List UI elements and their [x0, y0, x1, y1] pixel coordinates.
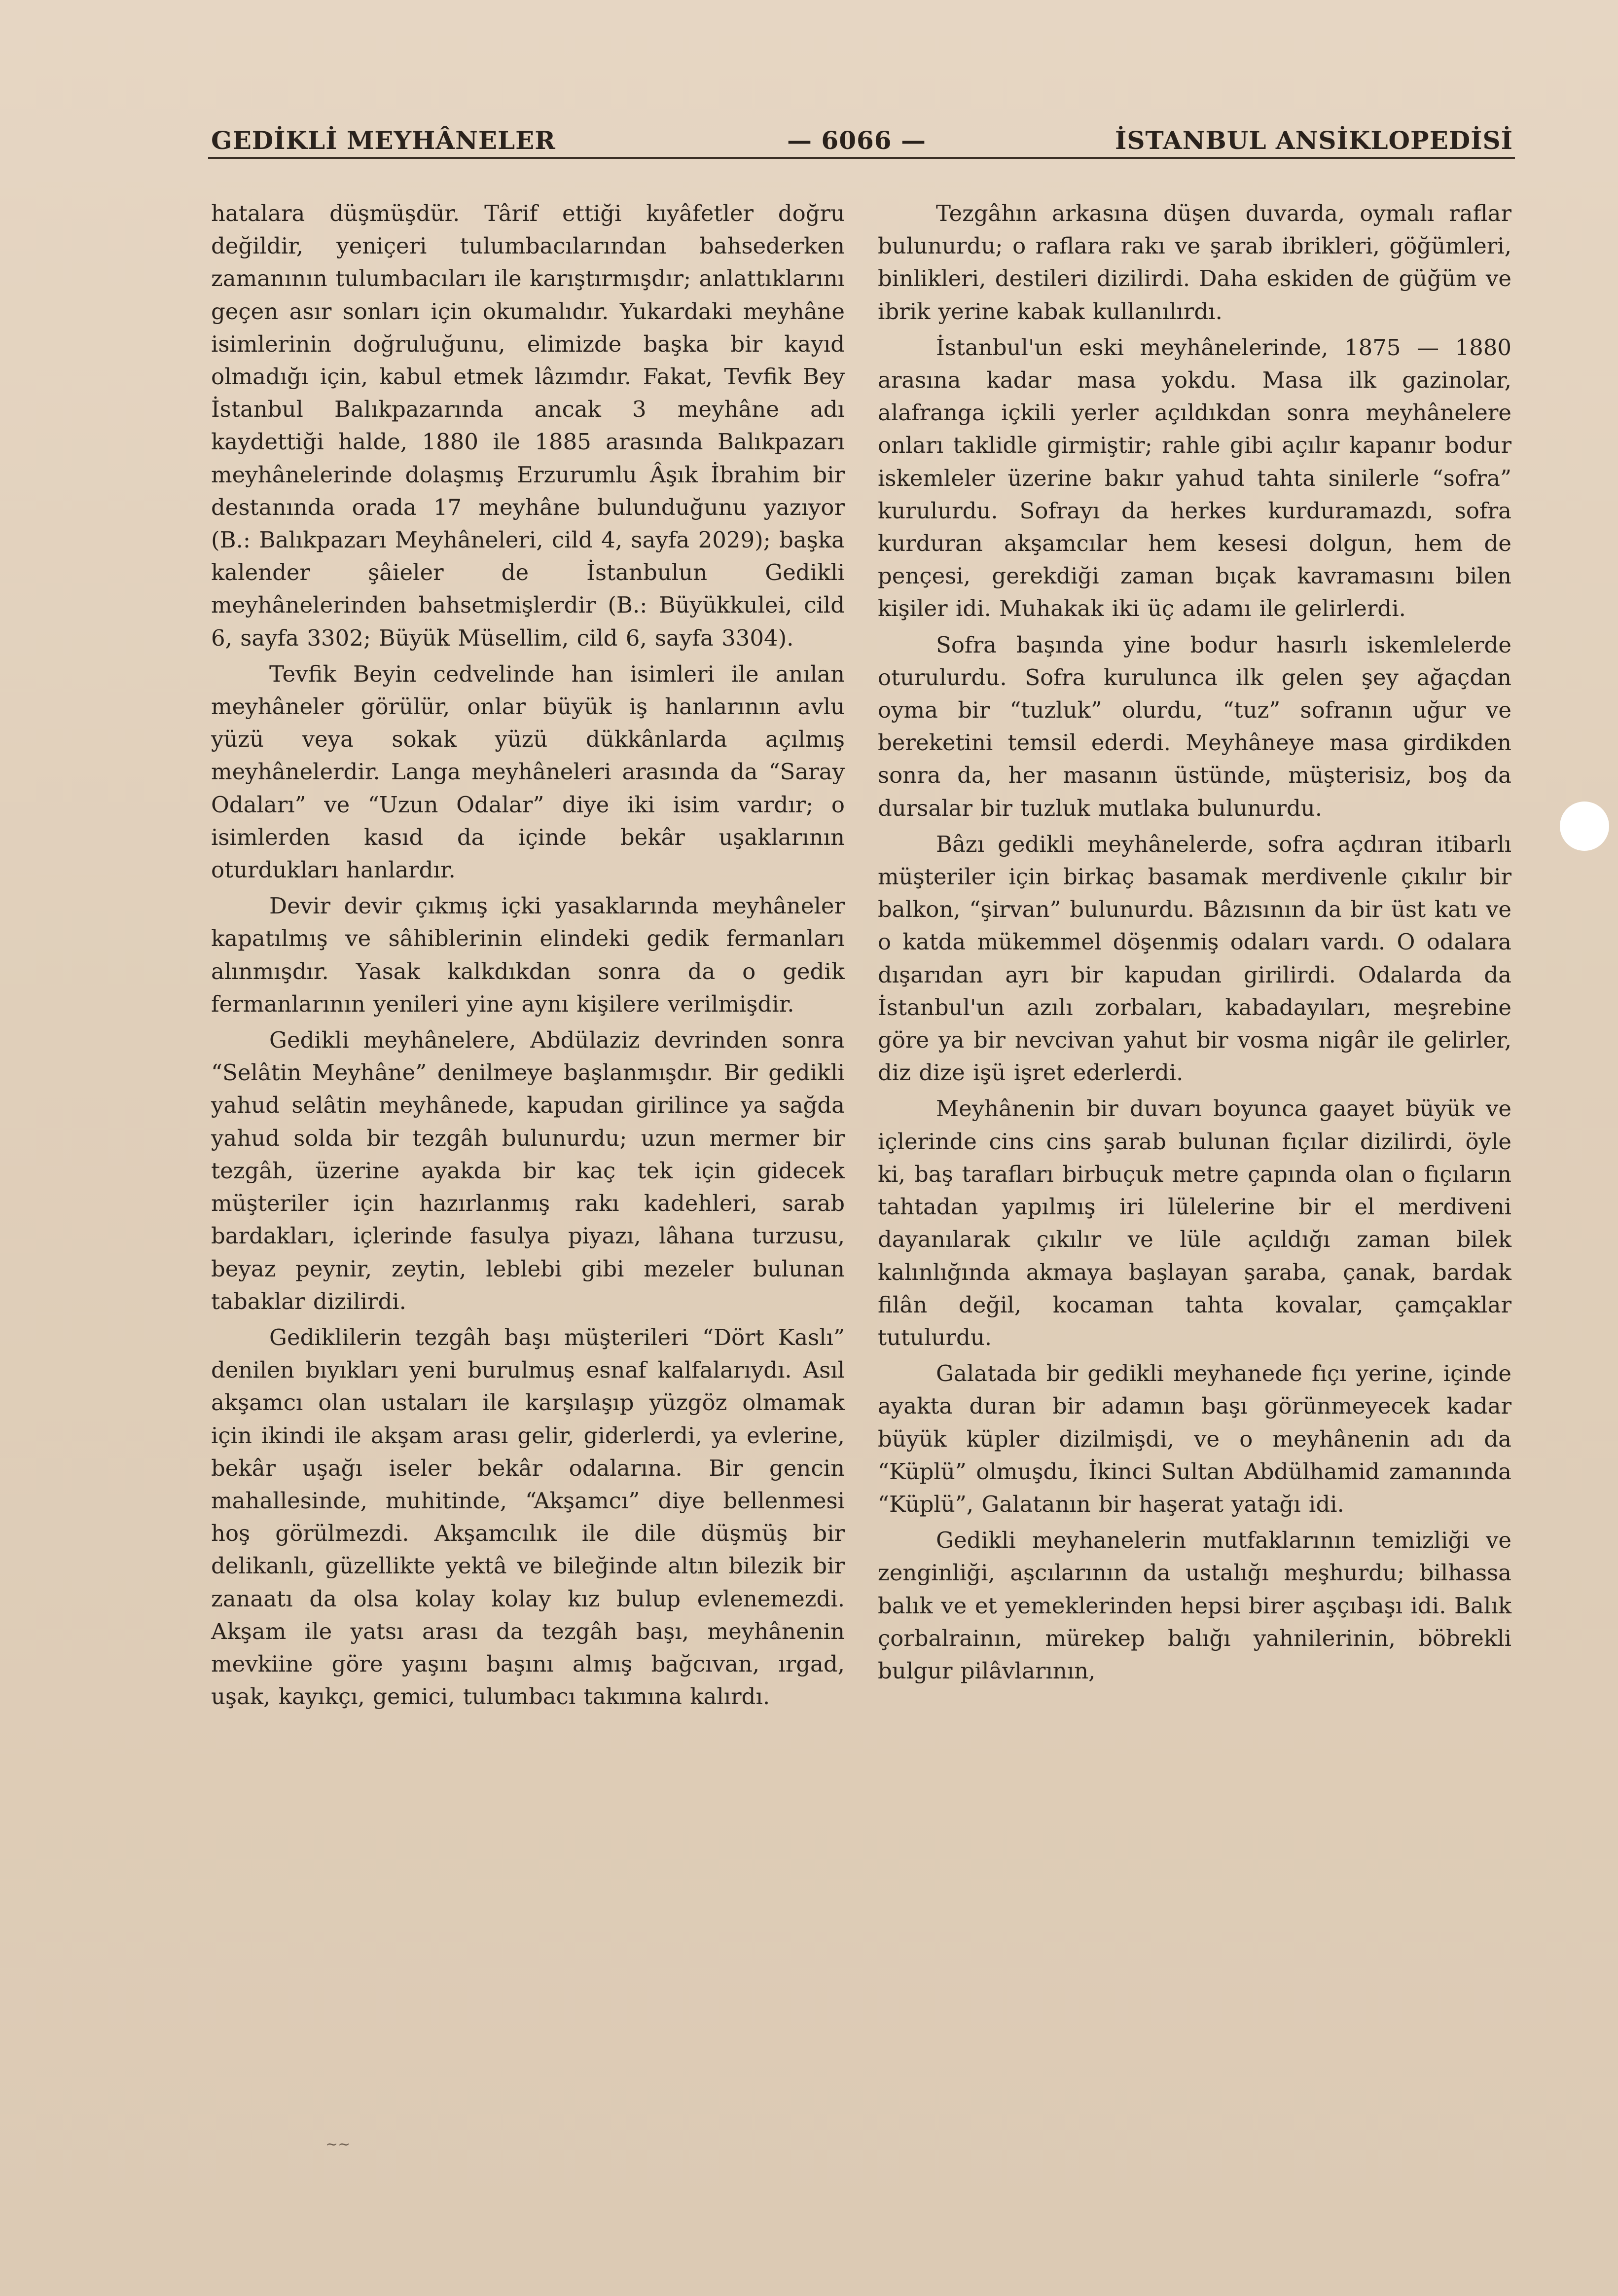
page-number: — 6066 — — [787, 126, 926, 155]
paragraph: Galatada bir gedikli meyhanede fıçı yerine, içinde ayakta duran bir adamın başı görünmeyecek kadar büyük küpler dizilmişdi, ve o meyhânenin adı da “Küplü” olmuşdu, İkinci Sultan Abdülhamid zamanında “Küplü”, Galatanın bir haşerat yatağı idi. — [878, 1360, 1511, 1517]
paragraph: Bâzı gedikli meyhânelerde, sofra açdıran itibarlı müşteriler için birkaç basamak merdivenle çıkılır bir balkon, “şirvan” bulunurdu. Bâzısının da bir üst katı ve o katda mükemmel döşenmiş odaları vardı. O odalara dışarıdan ayrı bir kapudan girilirdi. Odalarda da İstanbul'un azılı zorbaları, kabadayıları, meşrebine göre ya bir nevcivan yahut bir vosma nigâr ile gelirler, diz dize işü işret ederlerdi. — [878, 831, 1511, 1086]
header-rule — [208, 157, 1515, 159]
left-column — [211, 197, 845, 1716]
paragraph: Devir devir çıkmış içki yasaklarında meyhâneler kapatılmış ve sâhiblerinin elindeki gedik fermanları alınmışdır. Yasak kalkdıkdan sonra da o gedik fermanlarının yenileri yine aynı kişilere verilmişdir. — [211, 893, 845, 1017]
header-publication-title: İSTANBUL ANSİKLOPEDİSİ — [1115, 126, 1513, 155]
paragraph: Gediklilerin tezgâh başı müşterileri “Dört Kaslı” denilen bıyıkları yeni burulmuş esnaf kalfalarıydı. Asıl akşamcı olan ustaları ile karşılaşıp yüzgöz olmamak için ikindi ile akşam arası gelir, giderlerdi, ya evlerine, bekâr uşağı iseler bekâr odalarına. Bir gencin mahallesinde, muhitinde, “Akşamcı” diye bellenmesi hoş görülmezdi. Akşamcılık ile dile düşmüş bir delikanlı, güzellikte yektâ ve bileğinde altın bilezik bir zanaatı da olsa kolay kolay kız bulup evlenemezdi. Akşam ile yatsı arası da tezgâh başı, meyhânenin mevkiine göre yaşını başını almış bağcıvan, ırgad, uşak, kayıkçı, gemici, tulumbacı takımına kalırdı. — [211, 1324, 845, 1710]
header-section-title: GEDİKLİ MEYHÂNELER — [211, 126, 556, 155]
paragraph: Meyhânenin bir duvarı boyunca gaayet büyük ve içlerinde cins cins şarab bulunan fıçılar dizilirdi, öyle ki, baş tarafları birbuçuk metre çapında olan o fıçıların tahtadan yapılmış iri lülelerine bir el merdiveni dayanılarak çıkılır ve lüle açıldığı zaman bilek kalınlığında akmaya başlayan şaraba, çanak, bardak filân değil, kocaman tahta kovalar, çamçaklar tutulurdu. — [878, 1095, 1511, 1350]
punch-hole — [1560, 802, 1609, 851]
footer-mark: ~~ — [325, 2136, 351, 2153]
paragraph: İstanbul'un eski meyhânelerinde, 1875 — 1880 arasına kadar masa yokdu. Masa ilk gazinolar, alafranga içkili yerler açıldıkdan sonra meyhânelere onları taklidle girmiştir; rahle gibi açılır kapanır bodur iskemleler üzerine bakır yahud tahta sinilerle “sofra” kurulurdu. Sofrayı da herkes kurduramazdı, sofra kurduran akşamcılar hem kesesi dolgun, hem de pençesi, gerekdiği zaman bıçak kavramasını bilen kişiler idi. Muhakak iki üç adamı ile gelirlerdi. — [878, 334, 1511, 622]
paragraph: hatalara düşmüşdür. Târif ettiği kıyâfetler doğru değildir, yeniçeri tulumbacılarından bahsederken zamanının tulumbacıları ile karıştırmışdır; anlattıklarını geçen asır sonları için okumalıdır. Yukardaki meyhâne isimlerinin doğruluğunu, elimizde başka bir kayıd olmadığı için, kabul etmek lâzımdır. Fakat, Tevfik Bey İstanbul Balıkpazarında ancak 3 meyhâne adı kaydettiği halde, 1880 ile 1885 arasında Balıkpazarı meyhânelerinde dolaşmış Erzurumlu Âşık İbrahim bir destanında orada 17 meyhâne bulunduğunu yazıyor (B.: Balıkpazarı Meyhâneleri, cild 4, sayfa 2029); başka kalender şâieler de İstanbulun Gedikli meyhânelerinden bahsetmişlerdir (B.: Büyükkulei, cild 6, sayfa 3302; Büyük Müsellim, cild 6, sayfa 3304). — [211, 200, 845, 651]
paragraph: Tevfik Beyin cedvelinde han isimleri ile anılan meyhâneler görülür, onlar büyük iş hanlarının avlu yüzü veya sokak yüzü dükkânlarda açılmış meyhânelerdir. Langa meyhâneleri arasında da “Saray Odaları” ve “Uzun Odalar” diye iki isim vardır; o isimlerden kasıd da içinde bekâr uşaklarının oturdukları hanlardır. — [211, 660, 845, 883]
paragraph: Gedikli meyhanelerin mutfaklarının temizliği ve zenginliği, aşcılarının da ustalığı meşhurdu; bilhassa balık ve et yemeklerinden hepsi birer aşçıbaşı idi. Balık çorbalrainın, mürekep balığı yahnilerinin, böbrekli bulgur pilâvlarının, — [878, 1527, 1511, 1684]
paragraph: Tezgâhın arkasına düşen duvarda, oymalı raflar bulunurdu; o raflara rakı ve şarab ibrikleri, göğümleri, binlikleri, destileri dizilirdi. Daha eskiden de güğüm ve ibrik yerine kabak kullanılırdı. — [878, 200, 1511, 325]
running-header — [211, 126, 1513, 161]
paragraph: Gedikli meyhânelere, Abdülaziz devrinden sonra “Selâtin Meyhâne” denilmeye başlanmışdır. Bir gedikli yahud selâtin meyhânede, kapudan girilince ya sağda yahud solda bir tezgâh bulunurdu; uzun mermer bir tezgâh, üzerine ayakda bir kaç tek için gidecek müşteriler için hazırlanmış rakı kadehleri, sarab bardakları, içlerinde fasulya piyazı, lâhana turzusu, beyaz peynir, zeytin, leblebi gibi mezeler bulunan tabaklar dizilirdi. — [211, 1027, 845, 1314]
paragraph: Sofra başında yine bodur hasırlı iskemlelerde oturulurdu. Sofra kurulunca ilk gelen şey ağaçdan oyma bir “tuzluk” olurdu, “tuz” sofranın uğur ve bereketini temsil ederdi. Meyhâneye masa girdikden sonra da, her masanın üstünde, müşterisiz, boş da dursalar bir tuzluk mutlaka bulunurdu. — [878, 631, 1511, 821]
right-column — [878, 197, 1511, 1691]
